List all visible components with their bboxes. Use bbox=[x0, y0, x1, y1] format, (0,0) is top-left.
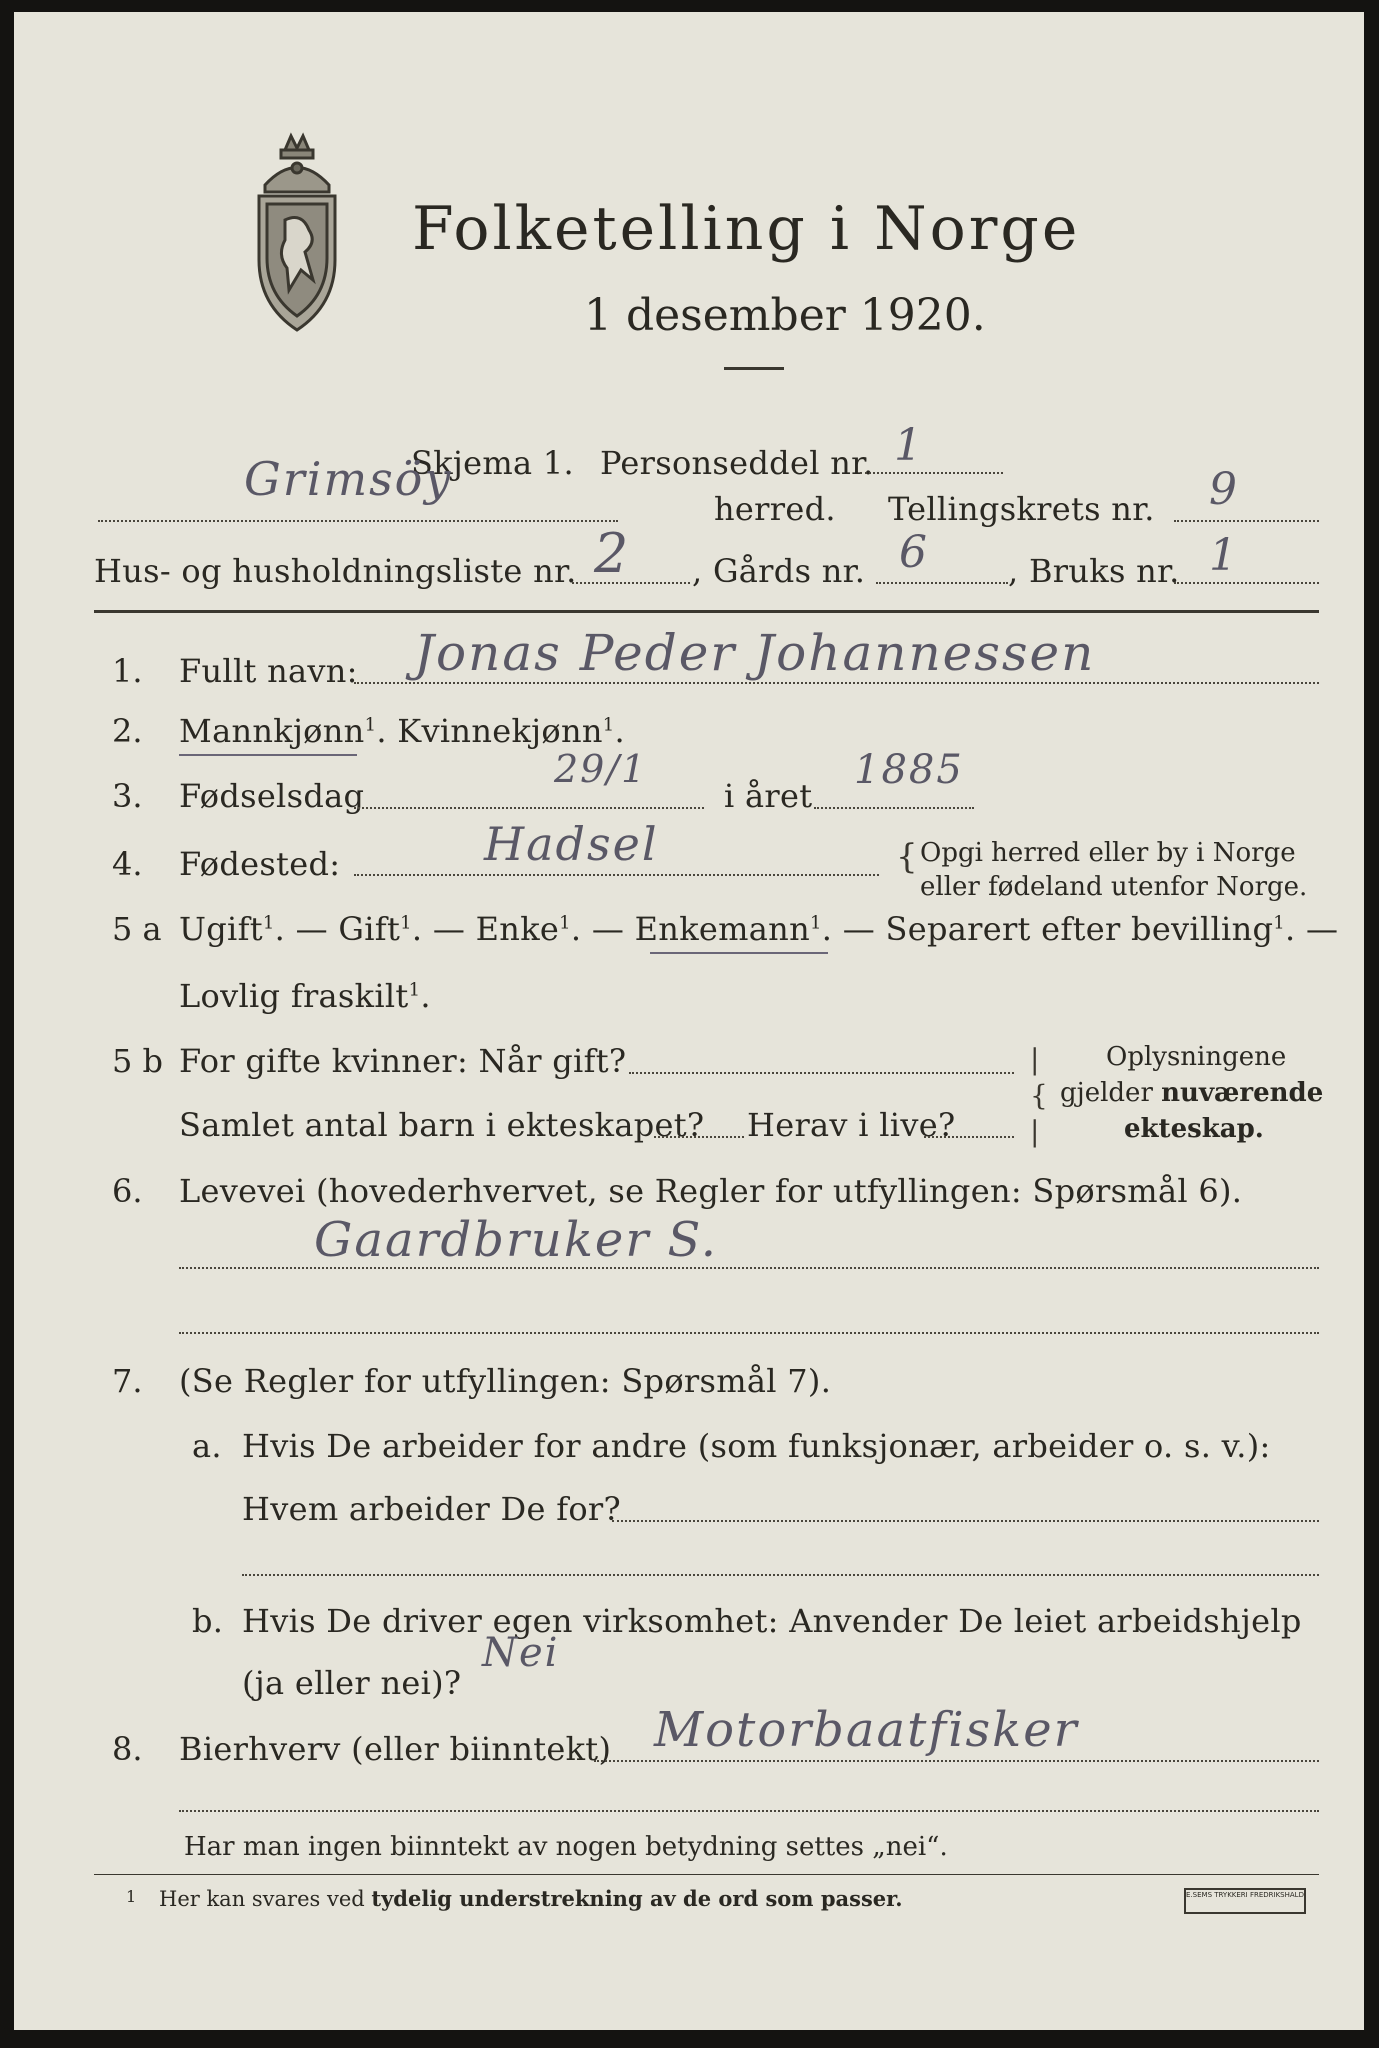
q6-number: 6. bbox=[112, 1172, 143, 1210]
q3-label: Fødselsdag bbox=[179, 777, 365, 815]
birthdate-value: 29/1 bbox=[554, 747, 648, 791]
gards-label: , Gårds nr. bbox=[692, 552, 866, 590]
option-mannkjonn[interactable]: Mannkjønn bbox=[179, 712, 365, 750]
enkemann-underline bbox=[650, 952, 828, 954]
footnote-divider bbox=[94, 1874, 1319, 1875]
gards-field[interactable] bbox=[876, 582, 1008, 584]
nei-note: Har man ingen biinntekt av nogen betydning settes „nei“. bbox=[184, 1832, 948, 1862]
tellingskrets-label: Tellingskrets nr. bbox=[888, 490, 1155, 528]
bruks-label: , Bruks nr. bbox=[1008, 552, 1180, 590]
side-occupation-field[interactable] bbox=[594, 1760, 1319, 1762]
hus-value: 2 bbox=[594, 522, 631, 585]
herred-label: herred. bbox=[714, 490, 836, 528]
printer-stamp: E.SEMS TRYKKERI FREDRIKSHALD bbox=[1184, 1888, 1306, 1914]
q8-label: Bierhverv (eller biinntekt) bbox=[179, 1730, 612, 1768]
section-divider bbox=[94, 610, 1319, 613]
q5b-label: For gifte kvinner: Når gift? bbox=[179, 1042, 627, 1080]
q7a-text: Hvis De arbeider for andre (som funksjonær, arbeider o. s. v.): bbox=[242, 1427, 1271, 1465]
alive-field[interactable] bbox=[924, 1136, 1014, 1138]
birthplace-field[interactable] bbox=[354, 874, 879, 876]
q6-label: Levevei (hovederhvervet, se Regler for utfyllingen: Spørsmål 6). bbox=[179, 1172, 1243, 1210]
hus-field[interactable] bbox=[572, 582, 690, 584]
personseddel-label: Personseddel nr. bbox=[600, 444, 874, 482]
q5b-note-line2: gjelder nuværende bbox=[1060, 1078, 1324, 1108]
marital-options: Ugift$^1$. — Gift$^1$. — Enke$^1$. — Enkemann$^1$. — Separert efter bevilling$^1$. — bbox=[179, 910, 1339, 948]
q7b-number: b. bbox=[192, 1602, 224, 1640]
married-date-field[interactable] bbox=[629, 1072, 1014, 1074]
q5b-number: 5 b bbox=[112, 1042, 164, 1080]
tellingskrets-value: 9 bbox=[1209, 464, 1239, 515]
q7b-text: Hvis De driver egen virksomhet: Anvender De leiet arbeidshjelp bbox=[242, 1602, 1302, 1640]
q1-number: 1. bbox=[112, 652, 143, 690]
side-occupation-field-line2[interactable] bbox=[179, 1810, 1319, 1812]
birthplace-value: Hadsel bbox=[484, 817, 659, 871]
herred-field[interactable] bbox=[98, 520, 618, 522]
form-date: 1 desember 1920. bbox=[584, 290, 986, 341]
employer-field-line2[interactable] bbox=[242, 1574, 1319, 1576]
form-title: Folketelling i Norge bbox=[412, 194, 1081, 264]
children-field[interactable] bbox=[654, 1136, 744, 1138]
option-enkemann[interactable]: Enkemann bbox=[634, 910, 810, 948]
mannkjonn-underline bbox=[179, 754, 357, 756]
q5b-note-line3: ekteskap. bbox=[1124, 1114, 1264, 1144]
option-separert[interactable]: Separert efter bevilling bbox=[885, 910, 1274, 948]
q3-number: 3. bbox=[112, 777, 143, 815]
q4-label: Fødested: bbox=[179, 845, 341, 883]
bruks-field[interactable] bbox=[1174, 582, 1319, 584]
footnote-text: Her kan svares ved tydelig understrekning av de ord som passer. bbox=[159, 1886, 903, 1911]
q7a-question: Hvem arbeider De for? bbox=[242, 1490, 621, 1528]
hired-help-value: Nei bbox=[482, 1630, 560, 1676]
side-occupation-value: Motorbaatfisker bbox=[654, 1702, 1079, 1758]
birthyear-field[interactable] bbox=[814, 807, 974, 809]
tellingskrets-field[interactable] bbox=[1174, 520, 1319, 522]
skjema-label: Skjema 1. bbox=[411, 444, 574, 482]
option-enke[interactable]: Enke bbox=[475, 910, 560, 948]
q7-number: 7. bbox=[112, 1362, 143, 1400]
personseddel-value: 1 bbox=[894, 420, 924, 471]
footnote-mark: 1 bbox=[126, 1887, 137, 1906]
title-divider bbox=[724, 367, 784, 370]
q1-label: Fullt navn: bbox=[179, 652, 358, 690]
census-form bbox=[14, 12, 1364, 2030]
gender-options: Mannkjønn$^1$. Kvinnekjønn$^1$. bbox=[179, 712, 626, 750]
q4-brace: { bbox=[896, 837, 918, 877]
q5b-note-line1: Oplysningene bbox=[1106, 1042, 1287, 1072]
q7b-question: (ja eller nei)? bbox=[242, 1664, 462, 1702]
bruks-value: 1 bbox=[1209, 530, 1239, 581]
hus-label: Hus- og husholdningsliste nr. bbox=[94, 552, 577, 590]
option-ugift[interactable]: Ugift bbox=[179, 910, 263, 948]
personseddel-field[interactable] bbox=[860, 472, 1003, 474]
birthdate-field[interactable] bbox=[354, 807, 704, 809]
occupation-value: Gaardbruker S. bbox=[314, 1212, 718, 1268]
q4-note-line1: Opgi herred eller by i Norge bbox=[920, 838, 1296, 868]
alive-label: Herav i live? bbox=[747, 1106, 956, 1144]
q4-note-line2: eller fødeland utenfor Norge. bbox=[920, 872, 1308, 902]
children-label: Samlet antal barn i ekteskapet? bbox=[179, 1106, 705, 1144]
q5b-brace: | { | bbox=[1030, 1043, 1048, 1148]
q7a-number: a. bbox=[192, 1427, 222, 1465]
option-kvinnekjonn[interactable]: Kvinnekjønn bbox=[397, 712, 603, 750]
year-label: i året bbox=[724, 777, 813, 815]
option-gift[interactable]: Gift bbox=[338, 910, 401, 948]
q2-number: 2. bbox=[112, 712, 143, 750]
birthyear-value: 1885 bbox=[854, 747, 964, 793]
occupation-field-line2[interactable] bbox=[179, 1332, 1319, 1334]
option-fraskilt[interactable]: Lovlig fraskilt$^1$. bbox=[179, 977, 431, 1015]
full-name-value: Jonas Peder Johannessen bbox=[414, 624, 1096, 682]
q4-number: 4. bbox=[112, 845, 143, 883]
norwegian-coat-of-arms-icon bbox=[247, 130, 347, 340]
full-name-field[interactable] bbox=[354, 682, 1319, 684]
gards-value: 6 bbox=[899, 527, 929, 578]
q7-label: (Se Regler for utfyllingen: Spørsmål 7). bbox=[179, 1362, 832, 1400]
herred-value: Grimsöy bbox=[244, 452, 453, 506]
q5a-number: 5 a bbox=[112, 910, 162, 948]
employer-field[interactable] bbox=[612, 1520, 1319, 1522]
q8-number: 8. bbox=[112, 1730, 143, 1768]
